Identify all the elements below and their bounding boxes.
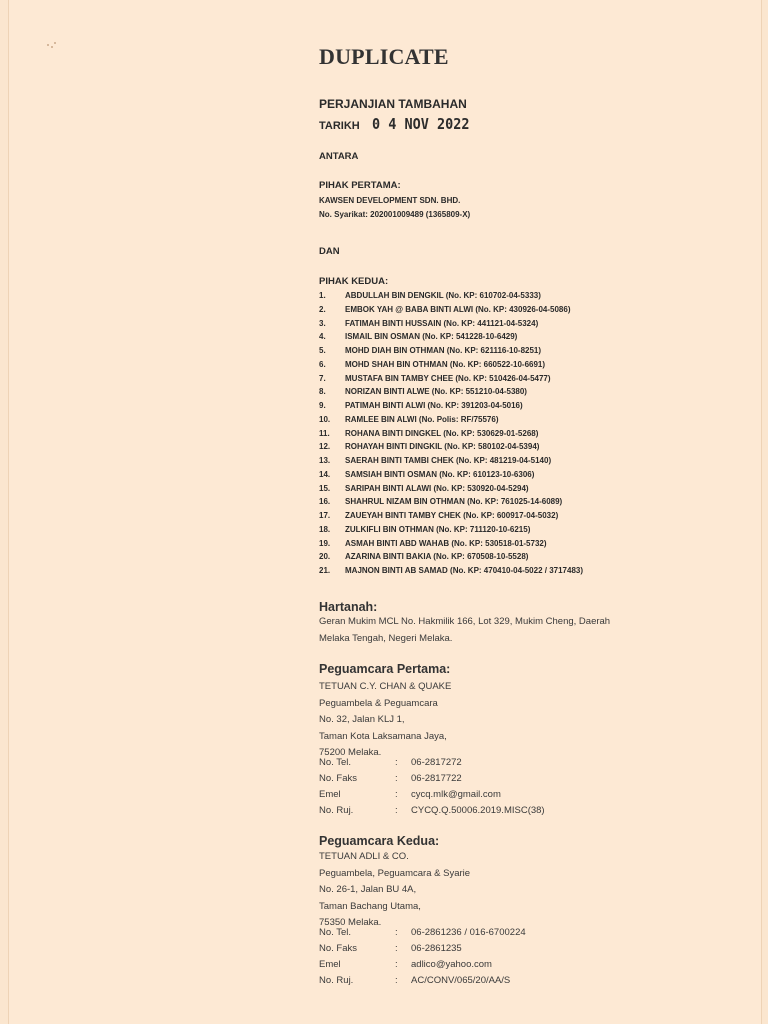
contact-label: Emel [319, 789, 341, 800]
contact-colon: : [395, 789, 398, 800]
list-item [319, 497, 583, 511]
contact-label: No. Ruj. [319, 805, 354, 816]
hartanah-line-1: Geran Mukim MCL No. Hakmilik 166, Lot 329, Mukim Cheng, Daerah [319, 616, 611, 627]
pihak-pertama-reg-no: No. Syarikat: 202001009489 (1365809-X) [319, 210, 471, 219]
duplicate-stamp: DUPLICATE [319, 44, 449, 69]
peguamcara-pertama-heading: Peguamcara Pertama: [319, 662, 451, 676]
contact-value: 06-2817272 [411, 757, 462, 768]
peguamcara-pertama-contacts [319, 757, 545, 821]
list-item-text: NORIZAN BINTI ALWE (No. KP: 551210-04-5380) [345, 387, 527, 397]
list-item-text: ISMAIL BIN OSMAN (No. KP: 541228-10-6429) [345, 332, 518, 342]
firm-desc: Peguambela & Peguamcara [319, 697, 438, 709]
list-item [319, 470, 583, 484]
list-item-text: SHAHRUL NIZAM BIN OTHMAN (No. KP: 761025-14-6089) [345, 497, 563, 507]
list-item-number: 20. [319, 552, 331, 562]
list-item-number: 11. [319, 428, 330, 438]
peguamcara-kedua-address [319, 849, 699, 932]
peguamcara-kedua-heading: Peguamcara Kedua: [319, 834, 440, 848]
contact-row [319, 773, 545, 789]
contact-label: Emel [319, 959, 341, 970]
list-item-number: 14. [319, 469, 331, 479]
list-item [319, 429, 583, 443]
list-item [319, 291, 583, 305]
list-item [319, 401, 583, 415]
contact-value: 06-2817722 [411, 773, 462, 784]
list-item [319, 539, 583, 553]
list-item-text: ROHANA BINTI DINGKEL (No. KP: 530629-01-5268) [345, 428, 539, 438]
list-item [319, 346, 583, 360]
address-line-3: 75200 Melaka. [319, 747, 382, 758]
contact-value: 06-2861236 / 016-6700224 [411, 927, 526, 938]
paper-speck [47, 40, 57, 48]
contact-row [319, 805, 545, 821]
contact-row [319, 975, 526, 991]
list-item-text: SARIPAH BINTI ALAWI (No. KP: 530920-04-5294) [345, 483, 529, 493]
list-item [319, 525, 583, 539]
list-item-number: 15. [319, 483, 331, 493]
list-item-text: RAMLEE BIN ALWI (No. Polis: RF/75576) [345, 414, 499, 424]
list-item-number: 12. [319, 442, 331, 452]
list-item-text: ABDULLAH BIN DENGKIL (No. KP: 610702-04-5333) [345, 291, 541, 300]
contact-colon: : [395, 927, 398, 938]
list-item [319, 484, 583, 498]
list-item-text: ROHAYAH BINTI DINGKIL (No. KP: 580102-04-5394) [345, 442, 540, 452]
contact-colon: : [395, 943, 398, 954]
contact-row [319, 927, 526, 943]
antara-label: ANTARA [319, 151, 359, 162]
contact-row [319, 943, 526, 959]
firm-desc: Peguambela, Peguamcara & Syarie [319, 867, 471, 879]
list-item-number: 13. [319, 456, 331, 465]
date-label: TARIKH [319, 120, 360, 132]
list-item-text: ZULKIFLI BIN OTHMAN (No. KP: 711120-10-6215) [345, 524, 531, 534]
hartanah-text [319, 614, 699, 647]
list-item-text: SAERAH BINTI TAMBI CHEK (No. KP: 481219-04-5140) [345, 456, 552, 465]
list-item-number: 17. [319, 511, 331, 520]
date-row [319, 115, 480, 133]
list-item-text: ASMAH BINTI ABD WAHAB (No. KP: 530518-01-5732) [345, 538, 547, 548]
list-item-number: 5. [319, 346, 326, 355]
list-item-text: SAMSIAH BINTI OSMAN (No. KP: 610123-10-6306) [345, 469, 535, 479]
list-item-text: MUSTAFA BIN TAMBY CHEE (No. KP: 510426-04-5477) [345, 373, 551, 383]
list-item [319, 442, 583, 456]
contact-label: No. Faks [319, 943, 358, 954]
hartanah-heading: Hartanah: [319, 600, 378, 614]
list-item [319, 511, 583, 525]
contact-colon: : [395, 773, 398, 784]
list-item [319, 332, 583, 346]
list-item-text: EMBOK YAH @ BABA BINTI ALWI (No. KP: 430926-04-5086) [345, 304, 571, 314]
date-stamp: 0 4 NOV 2022 [371, 115, 470, 133]
list-item [319, 566, 583, 580]
list-item-number: 9. [319, 401, 326, 410]
peguamcara-pertama-address [319, 679, 699, 762]
address-line-2: Taman Bachang Utama, [319, 900, 421, 912]
list-item-text: FATIMAH BINTI HUSSAIN (No. KP: 441121-04-5324) [345, 318, 539, 328]
list-item [319, 374, 583, 388]
list-item-number: 10. [319, 414, 331, 424]
contact-row [319, 789, 545, 805]
list-item [319, 387, 583, 401]
list-item [319, 319, 583, 333]
address-line-1: No. 26-1, Jalan BU 4A, [319, 884, 417, 895]
list-item-text: MOHD DIAH BIN OTHMAN (No. KP: 621116-10-8251) [345, 346, 542, 355]
contact-colon: : [395, 805, 398, 816]
peguamcara-kedua-contacts [319, 927, 526, 991]
contact-value: 06-2861235 [411, 943, 462, 954]
contact-label: No. Tel. [319, 927, 352, 938]
list-item-number: 3. [319, 318, 326, 328]
contact-value: adlico@yahoo.com [411, 959, 492, 970]
firm-name: TETUAN C.Y. CHAN & QUAKE [319, 681, 452, 692]
dan-label: DAN [319, 246, 340, 257]
list-item-number: 8. [319, 387, 326, 397]
list-item-text: PATIMAH BINTI ALWI (No. KP: 391203-04-5016) [345, 401, 523, 410]
contact-colon: : [395, 975, 398, 986]
pihak-pertama-company: KAWSEN DEVELOPMENT SDN. BHD. [319, 196, 461, 205]
list-item-text: ZAUEYAH BINTI TAMBY CHEK (No. KP: 600917-04-5032) [345, 511, 559, 520]
contact-row [319, 757, 545, 773]
firm-name: TETUAN ADLI & CO. [319, 851, 409, 862]
list-item [319, 456, 583, 470]
list-item [319, 360, 583, 374]
list-item [319, 552, 583, 566]
pihak-pertama-heading: PIHAK PERTAMA: [319, 180, 401, 191]
contact-label: No. Faks [319, 773, 358, 784]
list-item-number: 2. [319, 304, 326, 314]
contact-value: AC/CONV/065/20/AA/S [411, 975, 511, 986]
list-item-number: 18. [319, 524, 331, 534]
list-item-number: 7. [319, 373, 326, 383]
list-item-number: 16. [319, 497, 331, 507]
contact-label: No. Tel. [319, 757, 352, 768]
contact-value: CYCQ.Q.50006.2019.MISC(38) [411, 805, 545, 816]
address-line-1: No. 32, Jalan KLJ 1, [319, 714, 405, 725]
contact-colon: : [395, 757, 398, 768]
address-line-2: Taman Kota Laksamana Jaya, [319, 730, 447, 742]
list-item-number: 1. [319, 291, 326, 300]
contact-value: cycq.mlk@gmail.com [411, 789, 501, 800]
list-item-text: AZARINA BINTI BAKIA (No. KP: 670508-10-5528) [345, 552, 529, 562]
list-item-number: 6. [319, 359, 326, 369]
list-item-text: MOHD SHAH BIN OTHMAN (No. KP: 660522-10-6691) [345, 359, 546, 369]
list-item-number: 4. [319, 332, 326, 342]
contact-colon: : [395, 959, 398, 970]
list-item-text: MAJNON BINTI AB SAMAD (No. KP: 470410-04-5022 / 3717483) [345, 566, 584, 575]
hartanah-line-2: Melaka Tengah, Negeri Melaka. [319, 632, 453, 644]
agreement-title: PERJANJIAN TAMBAHAN [319, 97, 467, 111]
list-item [319, 305, 583, 319]
contact-label: No. Ruj. [319, 975, 354, 986]
contact-row [319, 959, 526, 975]
pihak-kedua-heading: PIHAK KEDUA: [319, 276, 389, 287]
pihak-kedua-list [319, 291, 583, 580]
list-item [319, 415, 583, 429]
list-item-number: 19. [319, 538, 331, 548]
address-line-3: 75350 Melaka. [319, 917, 382, 928]
list-item-number: 21. [319, 566, 331, 575]
